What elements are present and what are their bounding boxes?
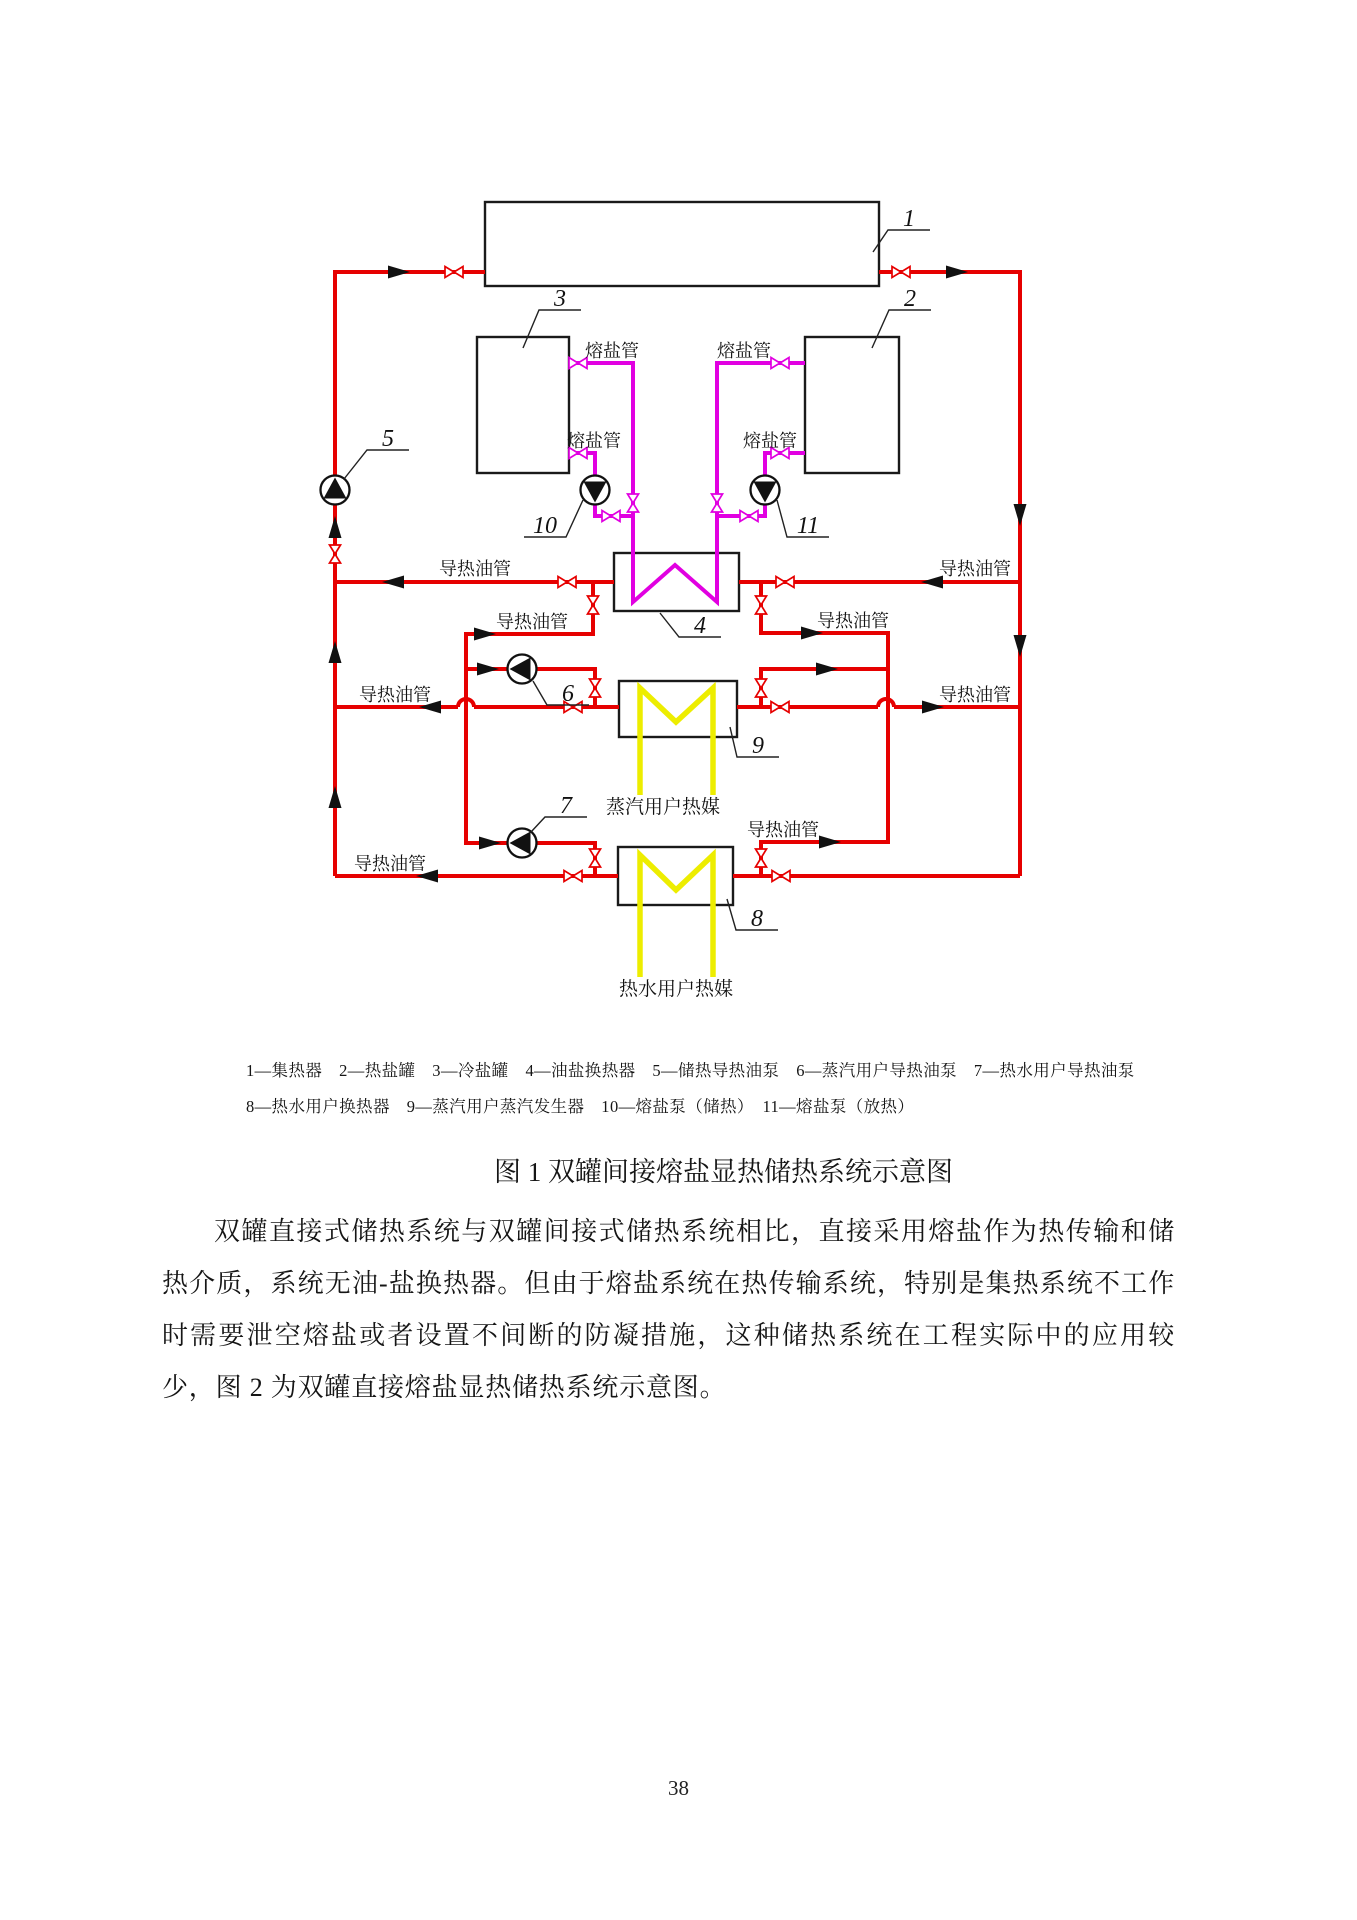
thermal-oil-pipe-label: 导热油管 (439, 559, 511, 579)
steam-user-media-label: 蒸汽用户热媒 (605, 797, 721, 818)
thermal-oil-pipe-label: 导热油管 (939, 559, 1011, 579)
component-label-storage-pump: 5 (382, 426, 394, 452)
salt-discharge-pump-icon (751, 476, 780, 505)
steam-generator-box (619, 681, 737, 737)
body-paragraph: 双罐直接式储热系统与双罐间接式储热系统相比，直接采用熔盐作为热传输和储热介质，系统无油-盐换热器。但由于熔盐系统在热传输系统，特别是集热系统不工作时需要泄空熔盐或者设置不间断的防凝措施，这种储热系统在工程实际中的应用较少，图 2 为双罐直接熔盐显热储热系统示意图。 (162, 1217, 1175, 1402)
component-label-salt-pump-discharge: 11 (796, 513, 820, 539)
component-label-steam-pump: 6 (562, 681, 574, 707)
figure-legend (246, 1053, 1346, 1125)
component-label-cold-tank: 3 (554, 286, 566, 312)
valve-icon (588, 596, 599, 614)
valve-icon (756, 679, 767, 697)
flow-arrow (816, 663, 838, 676)
steam-user-oil-pump-icon (508, 655, 537, 684)
page-number: 38 (668, 1776, 689, 1800)
flow-arrow (382, 576, 404, 589)
valve-icon (590, 679, 601, 697)
valve-icon (771, 358, 789, 369)
flow-arrow (329, 516, 342, 538)
component-label-steam-gen: 9 (752, 733, 764, 759)
flow-arrow (329, 786, 342, 808)
component-label-salt-pump-charge: 10 (533, 513, 557, 539)
storage-oil-pump-icon (321, 476, 350, 505)
flow-arrow (329, 641, 342, 663)
flow-arrow (946, 266, 968, 279)
valve-icon (558, 577, 576, 588)
collector-box (485, 202, 879, 286)
valve-icon (772, 871, 790, 882)
thermal-oil-pipe-label: 导热油管 (359, 685, 431, 705)
oil-right-branch (761, 669, 888, 707)
component-label-hot-tank: 2 (904, 286, 916, 312)
component-label-oil-salt-hx: 4 (694, 613, 706, 639)
hot-water-user-oil-pump-icon (508, 829, 537, 858)
valve-icon (712, 494, 723, 512)
component-label-water-hx: 8 (751, 906, 763, 932)
flow-arrow (479, 837, 501, 850)
component-label-water-pump: 7 (560, 793, 572, 819)
valve-icon (330, 545, 341, 563)
flow-arrow (819, 836, 841, 849)
molten-salt-pipe-label: 熔盐管 (717, 341, 771, 361)
valve-icon (756, 849, 767, 867)
valve-icon (445, 267, 463, 278)
component-label-collector: 1 (903, 206, 915, 232)
flow-arrow (1014, 504, 1027, 526)
valve-icon (590, 849, 601, 867)
cold-salt-tank-box (477, 337, 569, 473)
molten-salt-pipe-label: 熔盐管 (743, 431, 797, 451)
salt-charge-pump-icon (581, 476, 610, 505)
thermal-oil-pipe-label: 导热油管 (354, 854, 426, 874)
flow-arrow (474, 628, 496, 641)
molten-salt-pipe-label: 熔盐管 (585, 341, 639, 361)
hot-water-user-media-label: 热水用户热媒 (618, 979, 734, 1000)
figure-legend-line1: 1—集热器 2—热盐罐 3—冷盐罐 4—油盐换热器 5—储热导热油泵 6—蒸汽用户导热油泵 7—热水用户导热油泵 (246, 1061, 1135, 1080)
valve-icon (628, 494, 639, 512)
thermal-oil-pipe-label: 导热油管 (817, 611, 889, 631)
valve-icon (740, 511, 758, 522)
valve-icon (564, 871, 582, 882)
valve-icon (776, 577, 794, 588)
valve-icon (892, 267, 910, 278)
valve-icon (602, 511, 620, 522)
valve-icon (756, 596, 767, 614)
thermal-oil-pipe-label: 导热油管 (496, 612, 568, 632)
thermal-oil-pipe-label: 导热油管 (747, 820, 819, 840)
flow-arrow (1014, 635, 1027, 657)
valve-icon (771, 702, 789, 713)
figure-caption: 图 1 双罐间接熔盐显热储热系统示意图 (494, 1157, 953, 1187)
figure-legend-line2: 8—热水用户换热器 9—蒸汽用户蒸汽发生器 10—熔盐泵（储热） 11—熔盐泵（放热） (246, 1097, 915, 1116)
hot-salt-tank-box (805, 337, 899, 473)
thermal-oil-pipe-label: 导热油管 (939, 685, 1011, 705)
flow-arrow (477, 663, 499, 676)
flow-arrow (388, 266, 410, 279)
molten-salt-pipe-label: 熔盐管 (567, 431, 621, 451)
